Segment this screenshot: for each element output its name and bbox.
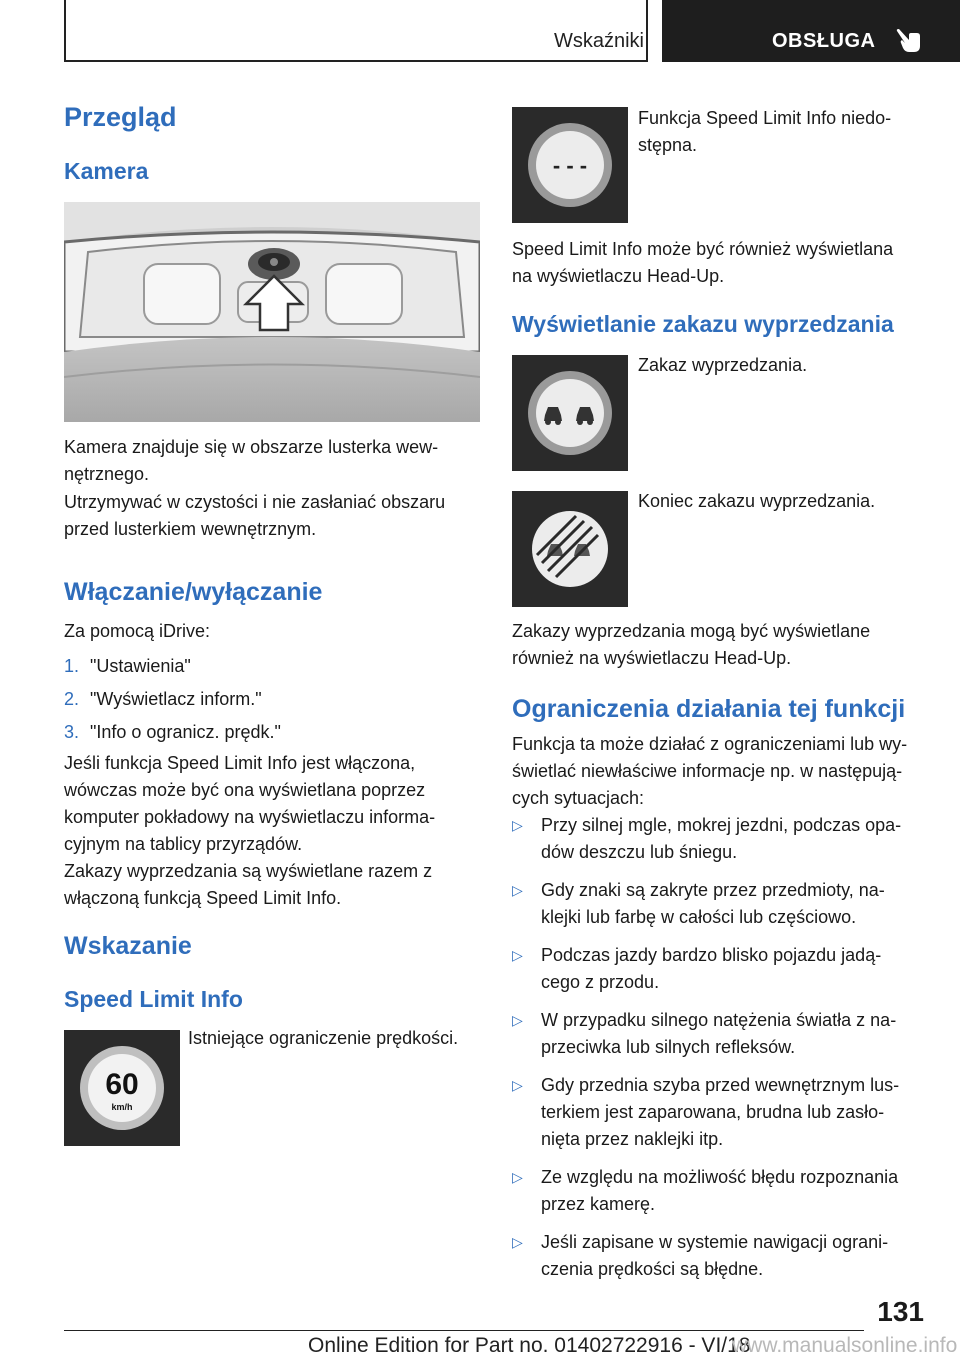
step-item xyxy=(64,686,484,713)
bullet-triangle-icon: ▷ xyxy=(512,1169,523,1185)
list-item xyxy=(512,1007,942,1061)
headup-text: Speed Limit Info może być również wyświetlana na wyświetlaczu Head-Up. xyxy=(512,239,894,286)
bullet-triangle-icon: ▷ xyxy=(512,947,523,963)
list-item-text: Gdy przednia szyba przed wewnętrznym lus- terkiem jest zaparowana, brudna lub zasło- nięta przez naklejki itp. xyxy=(541,1075,900,1149)
step-item xyxy=(64,653,484,680)
speed-limit-sign-label: Istniejące ograniczenie prędkości. xyxy=(188,1028,459,1048)
list-item xyxy=(512,1229,942,1283)
step-text: "Ustawienia" xyxy=(90,656,191,676)
end-no-overtaking-sign-image xyxy=(512,491,628,607)
pointing-hand-icon xyxy=(896,26,922,54)
page-number: 131 xyxy=(877,1296,924,1327)
limits-intro: Funkcja ta może działać z ograniczeniami lub wy- świetlać niewłaściwe informacje np. w następują- cych sytuacjach: xyxy=(512,734,908,808)
overtake-headup-text: Zakazy wyprzedzania mogą być wyświetlane również na wyświetlaczu Head-Up. xyxy=(512,621,871,668)
speed-limit-unit: km/h xyxy=(111,1102,133,1112)
list-item xyxy=(512,1164,942,1218)
bullet-triangle-icon: ▷ xyxy=(512,817,523,833)
header-chapter-label: OBSŁUGA xyxy=(772,30,876,52)
list-item-text: Ze względu na możliwość błędu rozpoznania przez kamerę. xyxy=(541,1167,899,1214)
speed-limit-info-heading: Speed Limit Info xyxy=(64,986,243,1012)
list-item-text: Przy silnej mgle, mokrej jezdni, podczas opa- dów deszczu lub śniegu. xyxy=(541,815,902,862)
list-item xyxy=(512,877,942,931)
unavailable-sign-text: - - - xyxy=(552,153,588,178)
list-item-text: Podczas jazdy bardzo blisko pojazdu jadą- cego z przodu. xyxy=(541,945,882,992)
list-item-text: Jeśli zapisane w systemie nawigacji ograni- czenia prędkości są błędne. xyxy=(541,1232,889,1279)
step-item xyxy=(64,719,484,746)
onoff-overtake-note: Zakazy wyprzedzania są wyświetlane razem z włączoną funkcją Speed Limit Info. xyxy=(64,861,433,908)
onoff-description: Jeśli funkcja Speed Limit Info jest włączona, wówczas może być ona wyświetlana poprzez komputer pokładowy na wyświetlaczu informa- cyjnym na tablicy przyrządów. xyxy=(64,753,436,854)
limits-heading: Ograniczenia działania tej funkcji xyxy=(512,695,906,723)
step-number: 2. xyxy=(64,689,80,709)
no-overtaking-label: Zakaz wyprzedzania. xyxy=(638,355,808,375)
onoff-intro: Za pomocą iDrive: xyxy=(64,621,211,641)
list-item xyxy=(512,1072,942,1153)
limits-list xyxy=(512,812,942,1294)
step-number: 3. xyxy=(64,722,80,742)
camera-photo xyxy=(64,202,480,422)
footer-edition: Online Edition for Part no. 01402722916 - VI/18 xyxy=(308,1334,751,1357)
no-overtaking-sign-image xyxy=(512,355,628,471)
list-item-text: Gdy znaki są zakryte przez przedmioty, na- klejki lub farbę w całości lub częściowo. xyxy=(541,880,885,927)
list-item xyxy=(512,812,942,866)
unavailable-sign-image xyxy=(512,107,628,223)
step-number: 1. xyxy=(64,656,80,676)
end-no-overtaking-label: Koniec zakazu wyprzedzania. xyxy=(638,491,876,511)
camera-heading: Kamera xyxy=(64,158,149,184)
bullet-triangle-icon: ▷ xyxy=(512,882,523,898)
onoff-heading: Włączanie/wyłączanie xyxy=(64,578,323,606)
list-item-text: W przypadku silnego natężenia światła z na- przeciwka lub silnych refleksów. xyxy=(541,1010,897,1057)
overtake-heading: Wyświetlanie zakazu wyprzedzania xyxy=(512,311,894,337)
footer-divider xyxy=(64,1330,864,1331)
unavailable-label: Funkcja Speed Limit Info niedo- stępna. xyxy=(638,108,892,155)
step-text: "Wyświetlacz inform." xyxy=(90,689,262,709)
list-item xyxy=(512,942,942,996)
camera-location-text: Kamera znajduje się w obszarze lusterka wew- nętrznego. xyxy=(64,437,439,484)
footer-watermark: www.manualsonline.info xyxy=(732,1334,958,1357)
bullet-triangle-icon: ▷ xyxy=(512,1012,523,1028)
header-section-label: Wskaźniki xyxy=(553,30,644,52)
speed-limit-sign-image xyxy=(64,1030,180,1146)
bullet-triangle-icon: ▷ xyxy=(512,1234,523,1250)
camera-care-text: Utrzymywać w czystości i nie zasłaniać obszaru przed lusterkiem wewnętrznym. xyxy=(64,492,446,539)
display-heading: Wskazanie xyxy=(64,932,192,960)
onoff-steps xyxy=(64,653,484,752)
step-text: "Info o ogranicz. prędk." xyxy=(90,722,281,742)
speed-limit-value: 60 xyxy=(105,1068,139,1101)
bullet-triangle-icon: ▷ xyxy=(512,1077,523,1093)
page-title: Przegląd xyxy=(64,102,177,132)
